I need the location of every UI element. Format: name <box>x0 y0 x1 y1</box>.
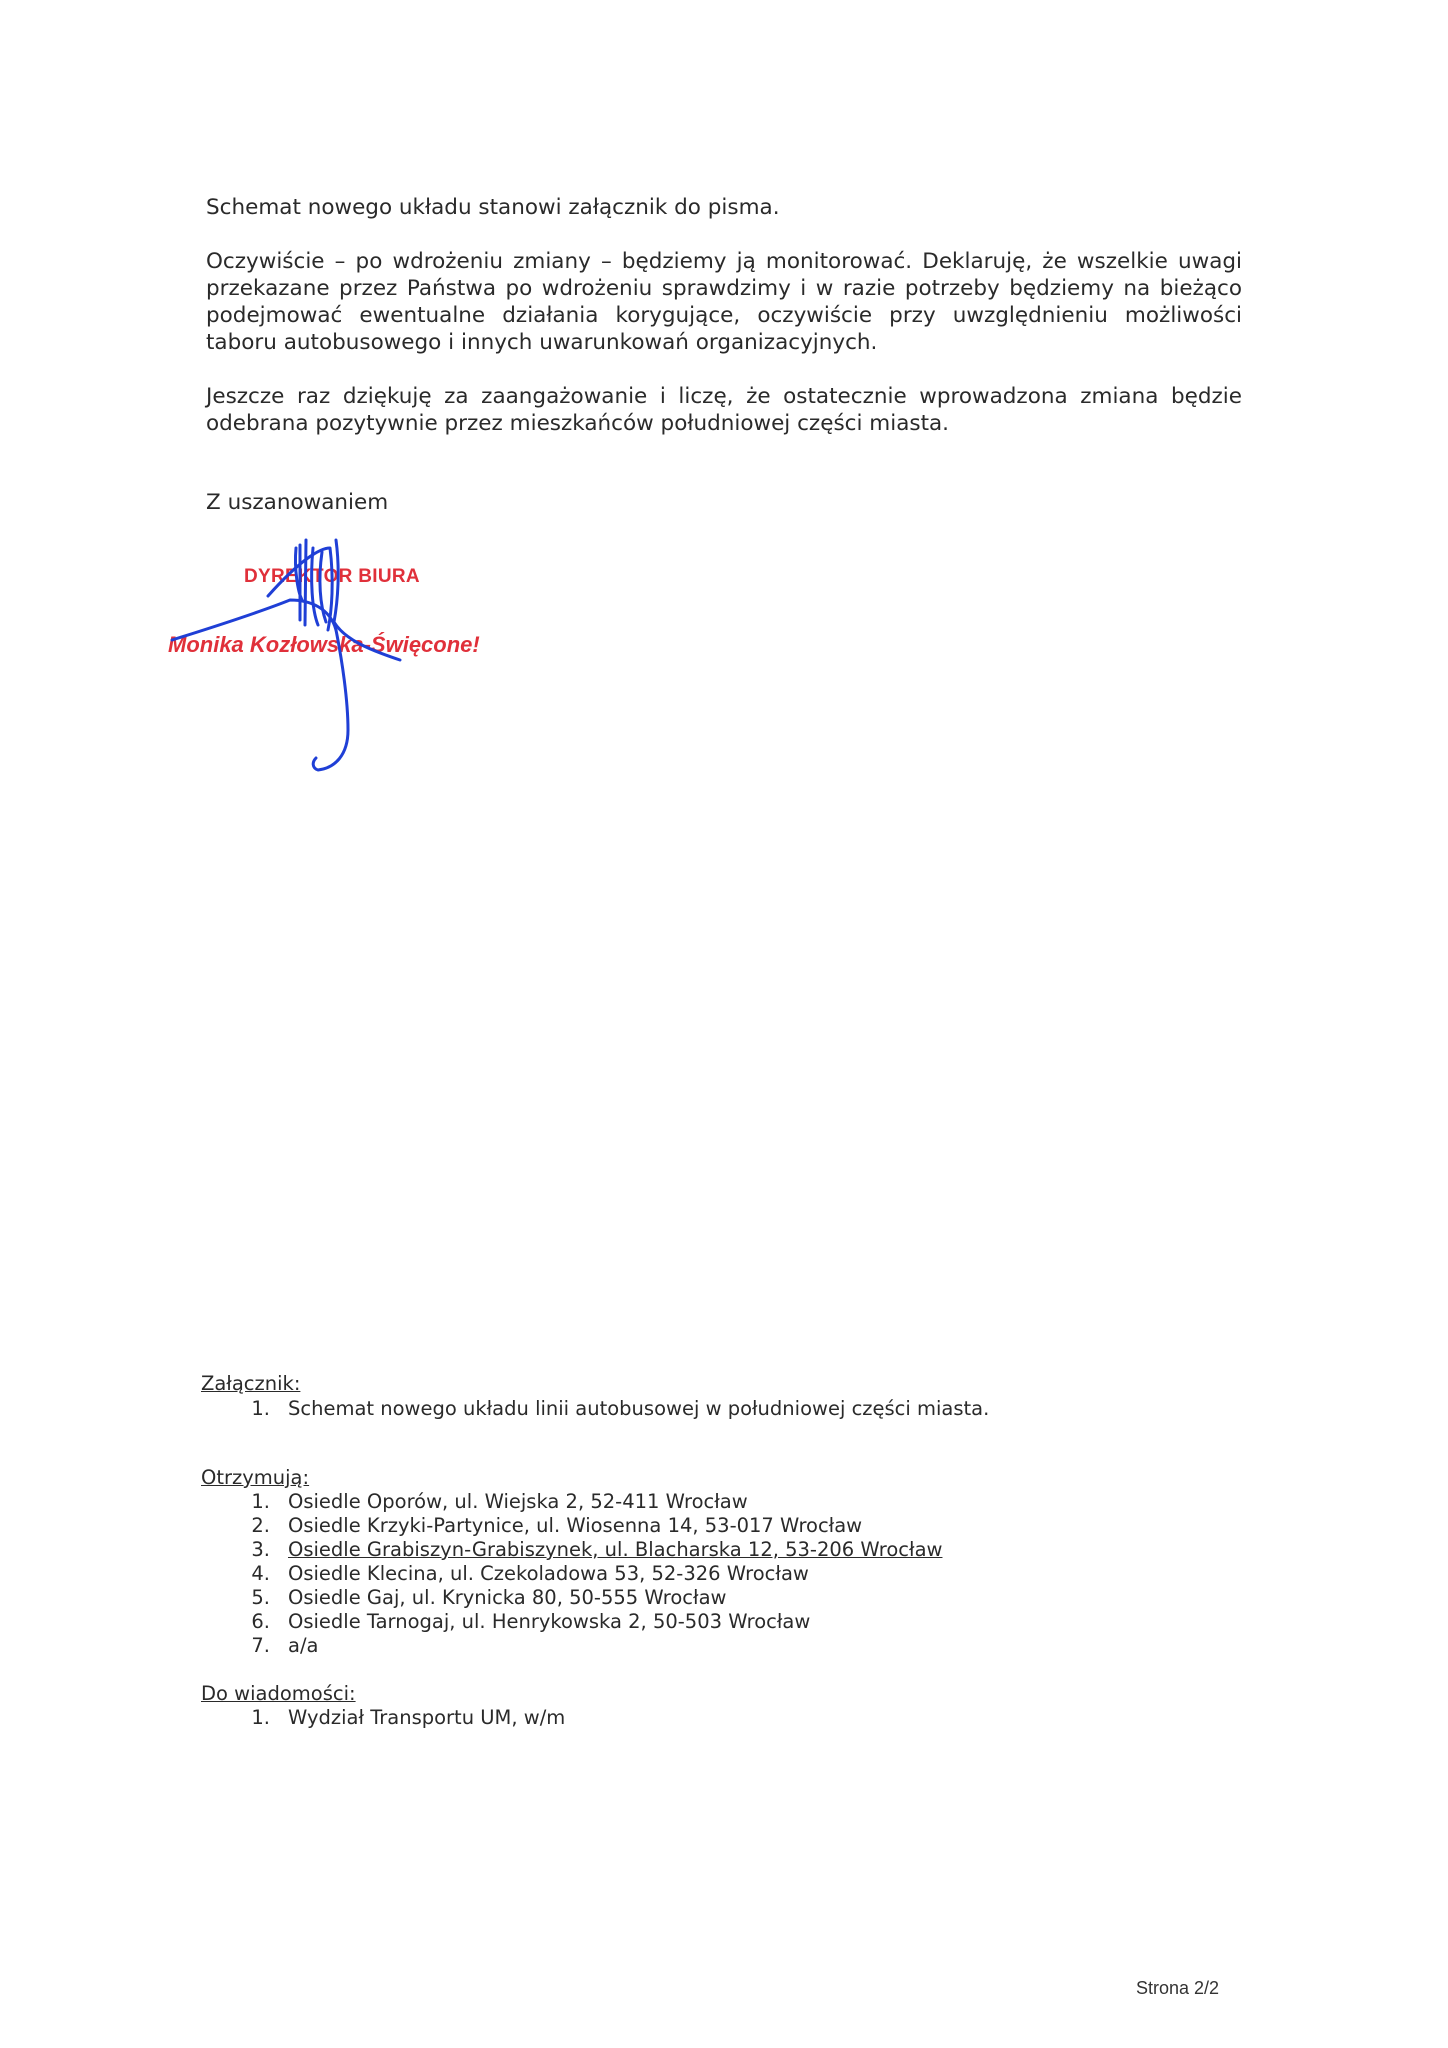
list-item-number: 1. <box>251 1397 270 1420</box>
list-item-number: 2. <box>251 1514 270 1537</box>
attachments-list <box>240 1397 989 1421</box>
attachments-heading: Załącznik: <box>201 1372 301 1395</box>
list-item <box>240 1514 942 1538</box>
list-item <box>240 1610 942 1634</box>
list-item-text: Osiedle Krzyki-Partynice, ul. Wiosenna 14, 53-017 Wrocław <box>288 1514 863 1537</box>
recipients-heading: Otrzymują: <box>201 1466 310 1489</box>
list-item <box>240 1490 942 1514</box>
list-item-number: 4. <box>251 1562 270 1585</box>
list-item-text: Osiedle Tarnogaj, ul. Henrykowska 2, 50-503 Wrocław <box>288 1610 811 1633</box>
list-item-text: Osiedle Gaj, ul. Krynicka 80, 50-555 Wrocław <box>288 1586 727 1609</box>
stamp-title: DYREKTOR BIURA <box>244 566 420 587</box>
closing-salutation: Z uszanowaniem <box>206 490 389 515</box>
cc-list <box>240 1706 565 1730</box>
list-item-number: 1. <box>251 1706 270 1729</box>
page-number: Strona 2/2 <box>1136 1978 1220 1998</box>
list-item-text: a/a <box>288 1634 319 1657</box>
list-item <box>240 1586 942 1610</box>
list-item <box>240 1562 942 1586</box>
list-item <box>240 1538 942 1562</box>
recipients-list <box>240 1490 942 1658</box>
paragraph-attachment-note: Schemat nowego układu stanowi załącznik do pisma. <box>206 195 780 220</box>
list-item-number: 5. <box>251 1586 270 1609</box>
list-item-text: Schemat nowego układu linii autobusowej w południowej części miasta. <box>288 1397 990 1420</box>
list-item-number: 6. <box>251 1610 270 1633</box>
list-item-number: 1. <box>251 1490 270 1513</box>
stamp-name: Monika Kozłowska-Święcone! <box>168 632 480 657</box>
list-item <box>240 1397 989 1421</box>
list-item <box>240 1706 565 1730</box>
list-item-text: Osiedle Grabiszyn-Grabiszynek, ul. Blacharska 12, 53-206 Wrocław <box>288 1538 943 1561</box>
list-item-number: 3. <box>251 1538 270 1561</box>
paragraph-monitoring: Oczywiście – po wdrożeniu zmiany – będziemy ją monitorować. Deklaruję, że wszelkie uwagi przekazane przez Państwa po wdrożeniu sprawdzimy i w razie potrzeby będziemy na bieżąco podejmować ewentualne działania korygujące, oczywiście przy uwzględnieniu możliwości taboru autobusowego i innych uwarunkowań organizacyjnych. <box>206 249 1242 355</box>
paragraph-thanks: Jeszcze raz dziękuję za zaangażowanie i liczę, że ostatecznie wprowadzona zmiana będzie odebrana pozytywnie przez mieszkańców południowej części miasta. <box>206 384 1242 436</box>
list-item-text: Wydział Transportu UM, w/m <box>288 1706 566 1729</box>
list-item <box>240 1634 942 1658</box>
cc-heading: Do wiadomości: <box>201 1682 356 1705</box>
list-item-text: Osiedle Klecina, ul. Czekoladowa 53, 52-326 Wrocław <box>288 1562 809 1585</box>
list-item-number: 7. <box>251 1634 270 1657</box>
list-item-text: Osiedle Oporów, ul. Wiejska 2, 52-411 Wrocław <box>288 1490 748 1513</box>
